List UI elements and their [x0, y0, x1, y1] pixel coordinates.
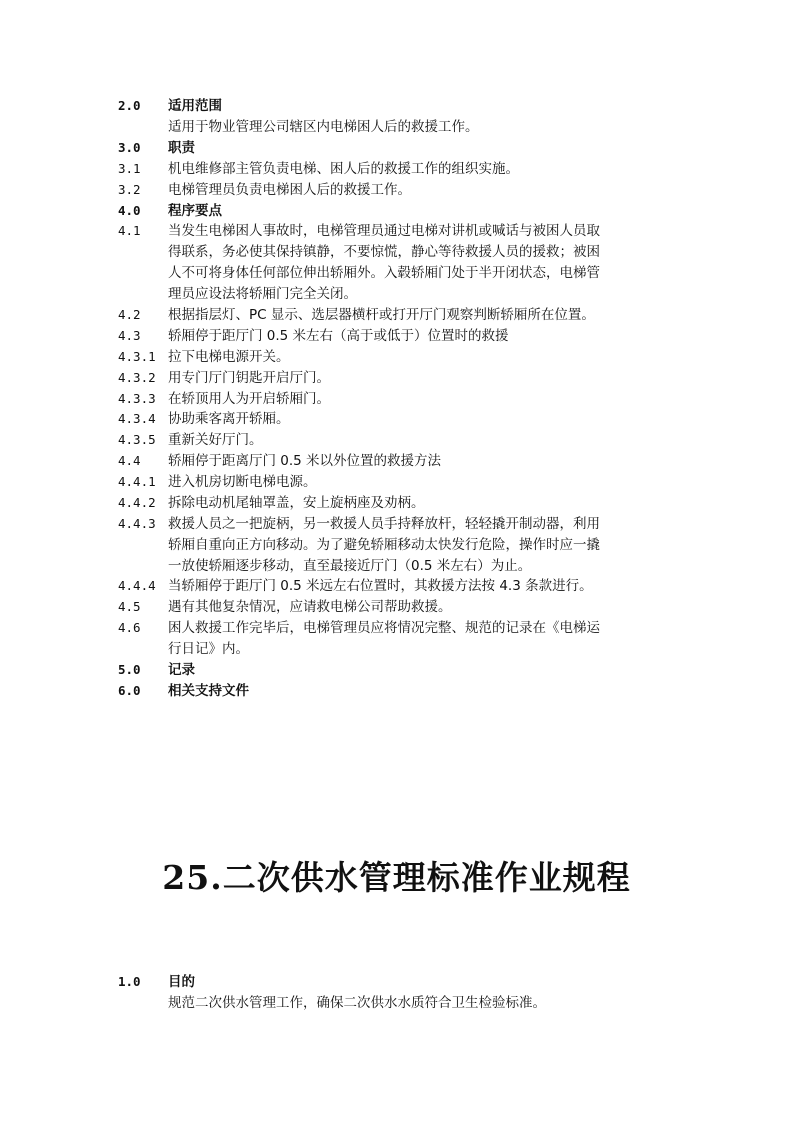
item-text: 轿厢停于距厅门 0.5 米左右（高于或低于）位置时的救援 — [168, 328, 509, 344]
item-number: 4.3.4 — [118, 411, 156, 426]
item-4-1-line-2: 得联系，务必使其保持镇静，不要惊慌，静心等待救援人员的援救；被困 — [168, 244, 600, 260]
item-text: 根据指层灯、PC 显示、选层器横杆或打开厅门观察判断轿厢所在位置。 — [168, 307, 595, 323]
item-number: 4.4.3 — [118, 516, 156, 531]
item-4-1-line-3: 人不可将身体任何部位伸出轿厢外。入毂轿厢门处于半开闭状态，电梯管 — [168, 265, 600, 281]
item-4-5 — [118, 597, 452, 618]
item-number: 4.4 — [118, 453, 141, 468]
section-1-text: 规范二次供水管理工作，确保二次供水水质符合卫生检验标准。 — [168, 995, 546, 1011]
item-number: 4.3.2 — [118, 370, 156, 385]
item-number: 4.3.3 — [118, 391, 156, 406]
item-4-6-line-2: 行日记》内。 — [168, 641, 249, 657]
item-4-3-5 — [118, 430, 263, 451]
section-number: 2.0 — [118, 98, 141, 113]
item-number: 3.2 — [118, 182, 141, 197]
section-number: 6.0 — [118, 683, 141, 698]
item-text: 机电维修部主管负责电梯、困人后的救援工作的组织实施。 — [168, 161, 519, 177]
item-number: 4.3 — [118, 328, 141, 343]
item-text: 困人救援工作完毕后，电梯管理员应将情况完整、规范的记录在《电梯运 — [168, 620, 600, 636]
item-4-3-1 — [118, 347, 290, 368]
item-number: 4.4.2 — [118, 495, 156, 510]
item-text: 轿厢停于距离厅门 0.5 米以外位置的救援方法 — [168, 453, 442, 469]
item-4-4 — [118, 451, 441, 472]
section-heading: 记录 — [168, 662, 195, 678]
item-text: 协助乘客离开轿厢。 — [168, 411, 290, 427]
section-number: 4.0 — [118, 203, 141, 218]
item-text: 进入机房切断电梯电源。 — [168, 474, 317, 490]
item-number: 4.3.1 — [118, 349, 156, 364]
item-text: 电梯管理员负责电梯困人后的救援工作。 — [168, 182, 411, 198]
section-heading: 适用范围 — [168, 98, 222, 114]
item-4-4-3 — [118, 514, 600, 535]
section-3-heading — [118, 138, 195, 159]
item-number: 4.6 — [118, 620, 141, 635]
item-4-4-4 — [118, 576, 593, 597]
item-4-3-2 — [118, 368, 330, 389]
item-text: 当轿厢停于距厅门 0.5 米远左右位置时，其救援方法按 4.3 条款进行。 — [168, 578, 593, 594]
item-text: 拆除电动机尾轴罩盖，安上旋柄座及劝柄。 — [168, 495, 425, 511]
item-4-3-3 — [118, 389, 330, 410]
section-6-heading — [118, 681, 249, 702]
section-number: 1.0 — [118, 974, 141, 989]
item-4-4-3-line-3: 一放使轿厢逐步移动，直至最接近厅门（0.5 米左右）为止。 — [168, 558, 532, 574]
section-number: 3.0 — [118, 140, 141, 155]
item-number: 4.3.5 — [118, 432, 156, 447]
item-3-1 — [118, 159, 519, 180]
item-text: 遇有其他复杂情况，应请救电梯公司帮助救援。 — [168, 599, 452, 615]
item-4-4-2 — [118, 493, 425, 514]
chapter-title: 25.二次供水管理标准作业规程 — [162, 858, 631, 897]
item-number: 4.2 — [118, 307, 141, 322]
item-4-2 — [118, 305, 595, 326]
item-text: 当发生电梯困人事故时，电梯管理员通过电梯对讲机或喊话与被困人员取 — [168, 223, 600, 239]
section-heading: 相关支持文件 — [168, 683, 249, 699]
item-number: 4.1 — [118, 223, 141, 238]
item-4-4-3-line-2: 轿厢自重向正方向移动。为了避免轿厢移动太快发行危险，操作时应一撬 — [168, 537, 600, 553]
section-2-heading — [118, 96, 222, 117]
item-text: 救援人员之一把旋柄，另一救援人员手持释放杆，轻轻撬开制动器，利用 — [168, 516, 600, 532]
section-number: 5.0 — [118, 662, 141, 677]
section-heading: 职责 — [168, 140, 195, 156]
section-4-heading — [118, 201, 222, 222]
item-4-1 — [118, 221, 600, 242]
section-2-text: 适用于物业管理公司辖区内电梯困人后的救援工作。 — [168, 119, 479, 135]
item-4-3-4 — [118, 409, 290, 430]
section-5-heading — [118, 660, 195, 681]
section-1-heading — [118, 972, 195, 993]
section-heading: 目的 — [168, 974, 195, 990]
item-4-6 — [118, 618, 600, 639]
item-text: 在轿顶用人为开启轿厢门。 — [168, 391, 330, 407]
item-text: 重新关好厅门。 — [168, 432, 263, 448]
item-number: 4.5 — [118, 599, 141, 614]
item-4-1-line-4: 理员应设法将轿厢门完全关闭。 — [168, 286, 357, 302]
item-4-3 — [118, 326, 509, 347]
item-number: 4.4.1 — [118, 474, 156, 489]
item-number: 4.4.4 — [118, 578, 156, 593]
item-text: 用专门厅门钥匙开启厅门。 — [168, 370, 330, 386]
item-4-4-1 — [118, 472, 317, 493]
section-heading: 程序要点 — [168, 203, 222, 219]
item-text: 拉下电梯电源开关。 — [168, 349, 290, 365]
item-3-2 — [118, 180, 411, 201]
item-number: 3.1 — [118, 161, 141, 176]
